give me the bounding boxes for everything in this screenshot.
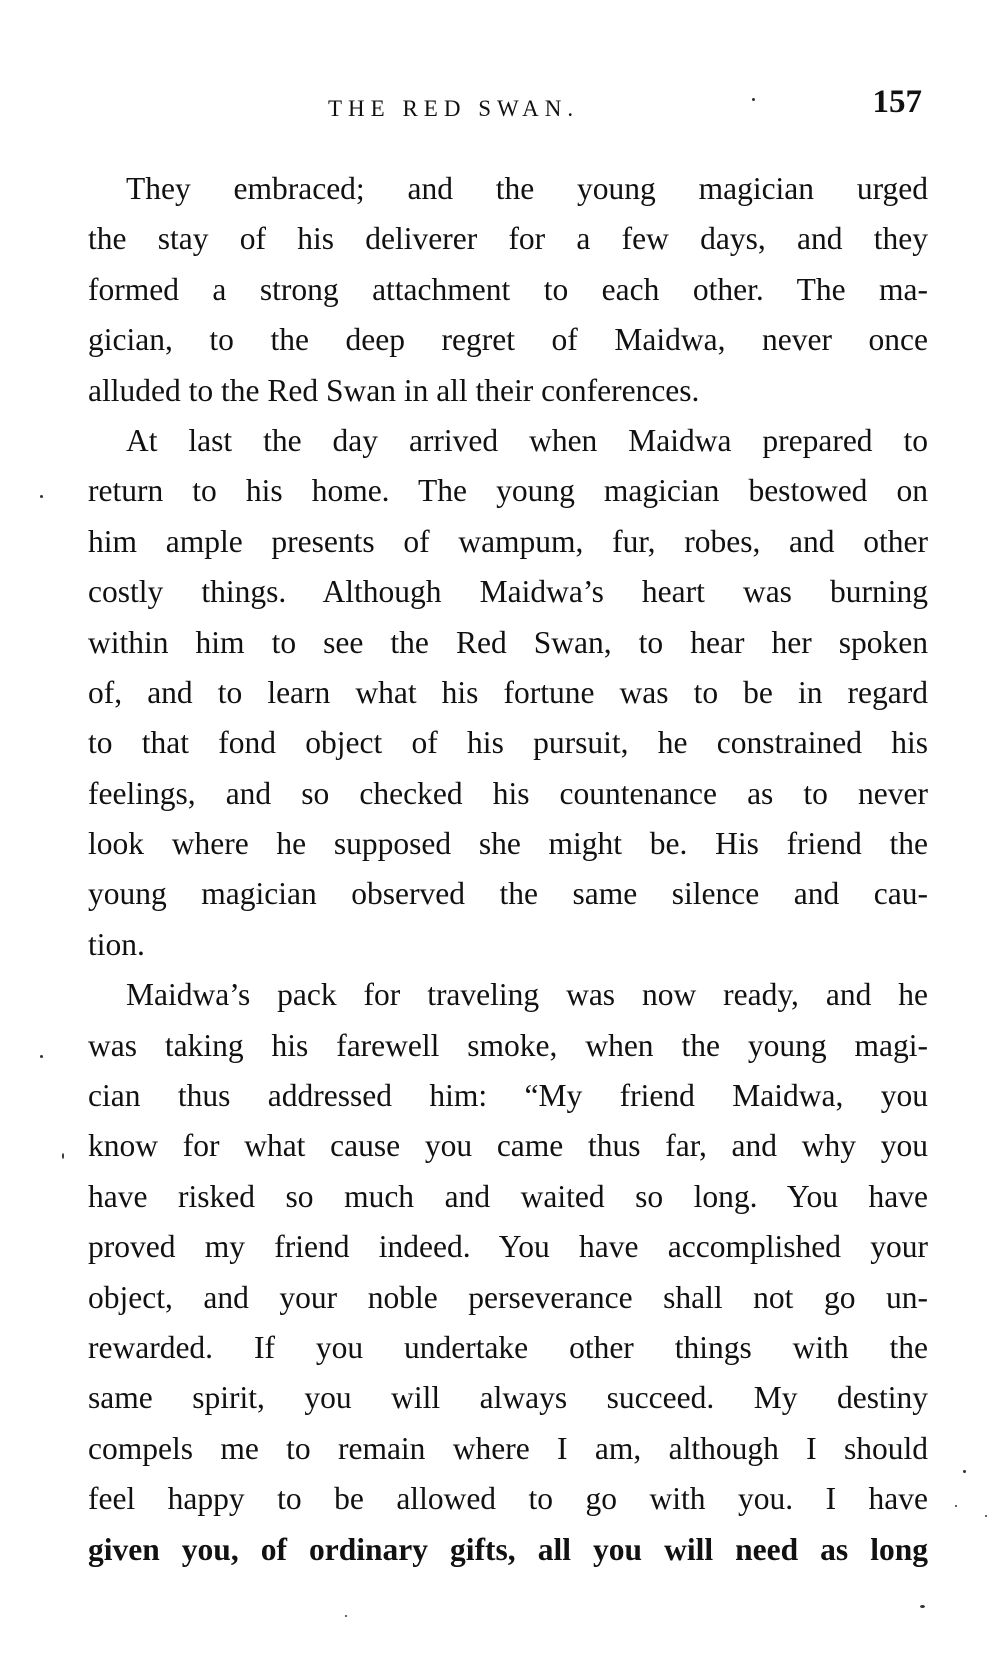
paragraph-2-line-10: young magician observed the same silence and cau- (88, 876, 928, 912)
paragraph-3-line-12: given you, of ordinary gifts, all you will need as long (88, 1531, 928, 1567)
print-speck (62, 1153, 64, 1159)
paragraph-1-line-5: alluded to the Red Swan in all their conferences. (88, 372, 700, 408)
paragraph-3-line-8: rewarded. If you undertake other things with the (88, 1329, 928, 1365)
paragraph-3-line-2: was taking his farewell smoke, when the young magi- (88, 1027, 928, 1063)
paragraph-2-line-11: tion. (88, 926, 145, 962)
paragraph-1-line-3: formed a strong attachment to each other. The ma- (88, 271, 928, 307)
paragraph-3-line-7: object, and your noble perseverance shall not go un- (88, 1279, 928, 1315)
page-number: 157 (872, 84, 922, 120)
paragraph-3-line-6: proved my friend indeed. You have accomplished your (88, 1229, 928, 1265)
print-speck (752, 98, 755, 101)
paragraph-2-line-9: look where he supposed she might be. His friend the (88, 826, 928, 862)
print-speck (955, 1505, 957, 1507)
paragraph-2-line-2: return to his home. The young magician bestowed on (88, 473, 928, 509)
paragraph-1-line-1: They embraced; and the young magician urged (126, 171, 928, 206)
running-head (88, 84, 928, 130)
running-title: THE RED SWAN. (328, 96, 580, 121)
print-speck (345, 1615, 347, 1617)
paragraph-1-line-2: the stay of his deliverer for a few days, and they (88, 221, 928, 257)
paragraph-1-line-4: gician, to the deep regret of Maidwa, never once (88, 322, 928, 358)
paragraph-3-line-5: have risked so much and waited so long. You have (88, 1178, 928, 1214)
print-speck (920, 1605, 925, 1608)
paragraph-2-line-8: feelings, and so checked his countenance as to never (88, 775, 928, 811)
paragraph-2-line-1: At last the day arrived when Maidwa prepared to (126, 422, 928, 458)
paragraph-2-line-4: costly things. Although Maidwa’s heart was burning (88, 574, 928, 610)
body-text (88, 164, 928, 1575)
paragraph-3-line-9: same spirit, you will always succeed. My destiny (88, 1380, 928, 1416)
paragraph-3-line-11: feel happy to be allowed to go with you. I have (88, 1481, 928, 1517)
paragraph-3-line-4: know for what cause you came thus far, and why you (88, 1128, 928, 1164)
paragraph-3-line-10: compels me to remain where I am, although I should (88, 1430, 928, 1466)
paragraph-2-line-3: him ample presents of wampum, fur, robes, and other (88, 523, 928, 559)
paragraph-2-line-5: within him to see the Red Swan, to hear her spoken (88, 624, 928, 660)
print-speck (963, 1470, 966, 1473)
paragraph-2-line-7: to that fond object of his pursuit, he constrained his (88, 725, 928, 761)
paragraph-3-line-3: cian thus addressed him: “My friend Maidwa, you (88, 1078, 928, 1114)
print-speck (40, 495, 43, 498)
print-speck (985, 1515, 987, 1517)
print-speck (40, 1055, 43, 1058)
paragraph-2-line-6: of, and to learn what his fortune was to be in regard (88, 674, 928, 710)
paragraph-3-line-1: Maidwa’s pack for traveling was now ready, and he (126, 977, 928, 1013)
